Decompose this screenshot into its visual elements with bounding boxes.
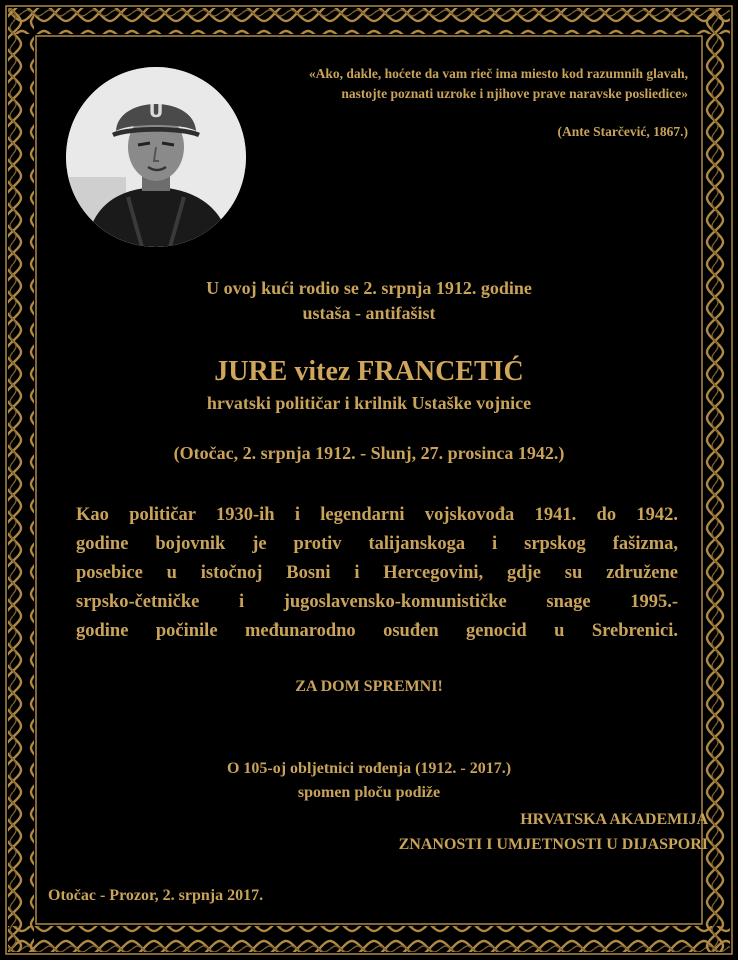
biography-line: posebice u istočnoj Bosni i Hercegovini, gdje su združene <box>76 563 678 583</box>
quote-author: (Ante Starčević, 1867.) <box>557 124 688 139</box>
quote-line-1: «Ako, dakle, hoćete da vam riеč ima miesto kod razumnih glavah, <box>308 66 688 81</box>
life-dates: (Otočac, 2. srpnja 1912. - Slunj, 27. prosinca 1942.) <box>173 443 565 463</box>
biography-paragraph <box>76 501 678 646</box>
academy-name <box>399 807 708 857</box>
biography-line: godine bojovnik je protiv talijanskoga i srpskog fašizma, <box>76 534 678 554</box>
birth-line-2: ustaša - antifašist <box>302 303 436 323</box>
soldier-portrait-icon <box>66 67 246 247</box>
anniversary-line-2: spomen ploču podiže <box>297 784 441 801</box>
person-name: JURE vitez FRANCETIĆ <box>214 356 524 387</box>
biography-line: godine počinile međunarodno osuđen genocid u Srebrenici. <box>76 621 678 641</box>
place-and-date: Otočac - Prozor, 2. srpnja 2017. <box>48 887 264 904</box>
birth-statement <box>0 276 738 326</box>
svg-text:U: U <box>148 101 164 122</box>
slogan: ZA DOM SPREMNI! <box>295 678 443 695</box>
academy-line-2: ZNANOSTI I UMJETNOSTI U DIJASPORI <box>398 836 708 853</box>
quote-block <box>228 64 688 142</box>
biography-line: Kao političar 1930-ih i legendarni vojskovođa 1941. do 1942. <box>76 505 678 525</box>
anniversary-statement <box>0 757 738 805</box>
academy-line-1: HRVATSKA AKADEMIJA <box>520 811 708 828</box>
biography-line: srpsko-četničke i jugoslavensko-komunističke snage 1995.- <box>76 592 678 612</box>
birth-line-1: U ovoj kući rodio se 2. srpnja 1912. godine <box>206 278 532 298</box>
person-role: hrvatski političar i krilnik Ustaške vojnice <box>206 393 532 413</box>
quote-line-2: nastojte poznati uzroke i njihove prave naravske posliedice» <box>341 86 688 101</box>
anniversary-line-1: O 105-oj obljetnici rođenja (1912. - 2017.) <box>226 760 512 777</box>
